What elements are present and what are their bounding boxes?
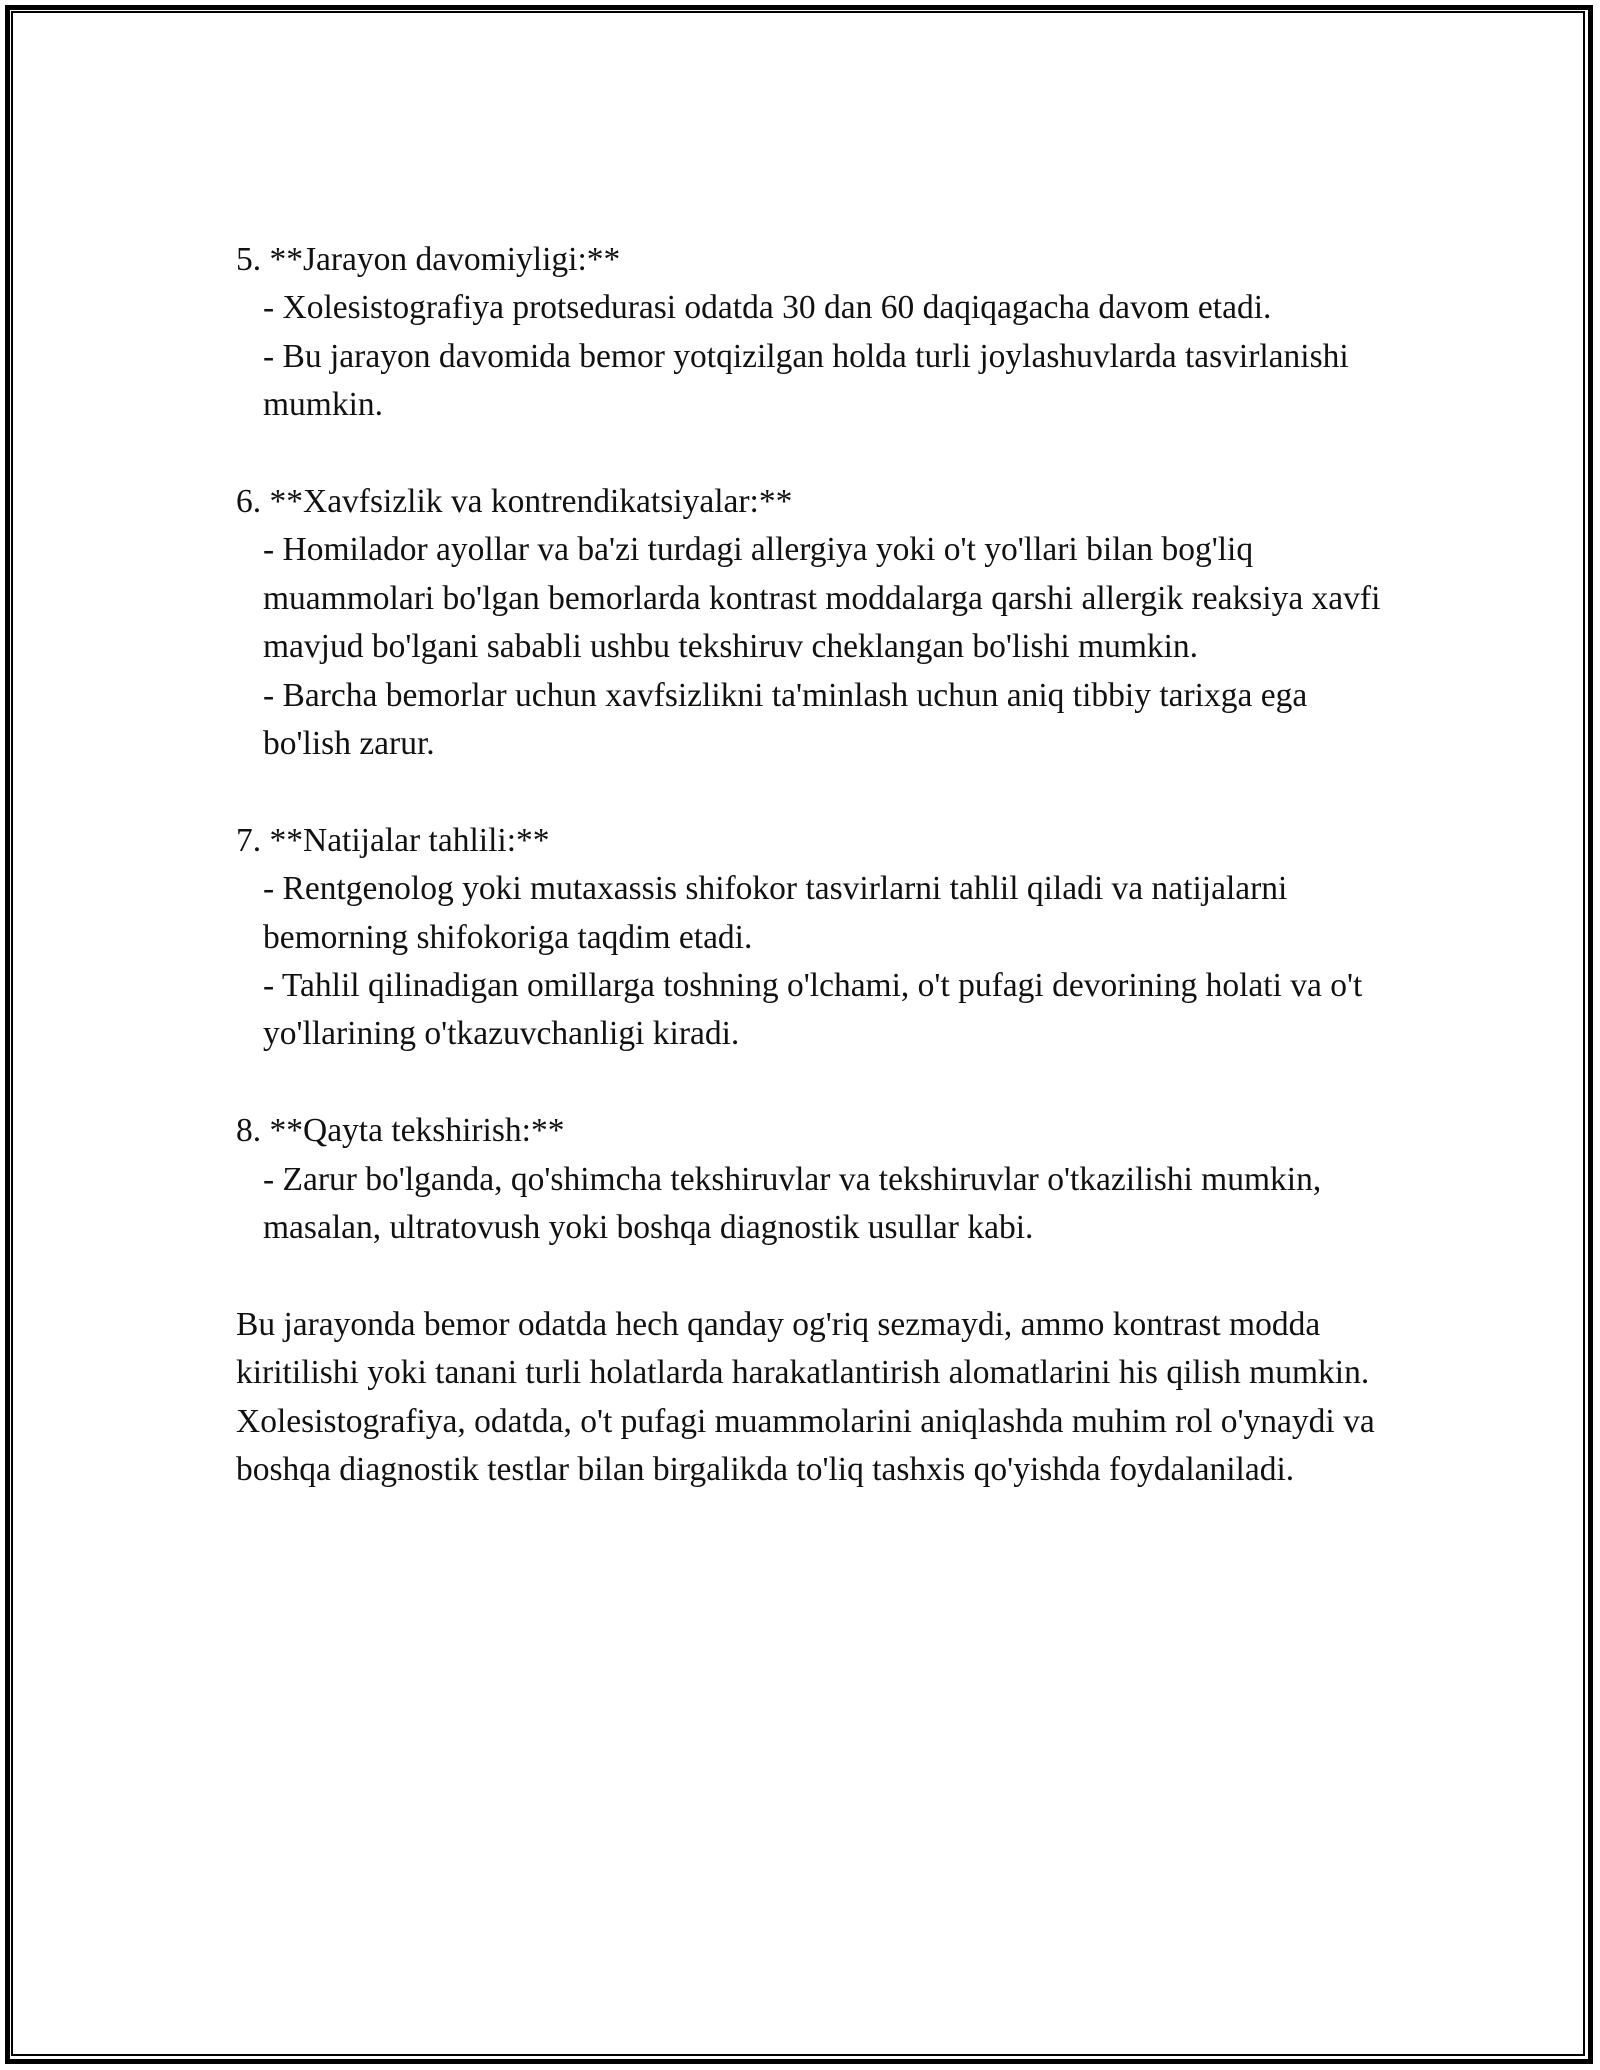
section-7 [236, 817, 1396, 1059]
list-item: - Zarur bo'lganda, qo'shimcha tekshiruvlar va tekshiruvlar o'tkazilishi mumkin, masalan, ultratovush yoki boshqa diagnostik usullar kabi. [263, 1160, 1330, 1247]
section-heading: 5. **Jarayon davomiyligi:** [236, 241, 621, 278]
closing-paragraph: Bu jarayonda bemor odatda hech qanday og'riq sezmaydi, ammo kontrast modda kiritilishi yoki tanani turli holatlarda harakatlantirish alomatlarini his qilish mumkin. Xolesistografiya, odatda, o't pufagi muammolarini aniqlashda muhim rol o'ynaydi va boshqa diagnostik testlar bilan birgalikda to'liq tashxis qo'yishda foydalaniladi. [236, 1305, 1384, 1489]
list-item: - Barcha bemorlar uchun xavfsizlikni ta'minlash uchun aniq tibbiy tarixga ega bo'lish zarur. [263, 676, 1316, 763]
section-heading: 6. **Xavfsizlik va kontrendikatsiyalar:** [236, 483, 793, 521]
section-heading: 8. **Qayta tekshirish:** [236, 1112, 565, 1150]
list-item: - Homilador ayollar va ba'zi turdagi allergiya yoki o't yo'llari bilan bog'liq muammolari bo'lgan bemorlarda kontrast moddalarga qarshi allergik reaksiya xavfi mavjud bo'lgani sababli ushbu tekshiruv cheklangan bo'lishi mumkin. [263, 531, 1389, 666]
section-heading: 7. **Natijalar tahlili:** [236, 821, 550, 859]
list-item: - Rentgenolog yoki mutaxassis shifokor tasvirlarni tahlil qiladi va natijalarni bemorning shifokoriga taqdim etadi. [263, 870, 1296, 956]
section-6 [236, 478, 1396, 768]
list-item: - Bu jarayon davomida bemor yotqizilgan holda turli joylashuvlarda tasvirlanishi mumkin. [263, 337, 1358, 424]
list-item: - Xolesistografiya protsedurasi odatda 30 dan 60 daqiqagacha davom etadi. [263, 289, 1272, 327]
list-item: - Tahlil qilinadigan omillarga toshning o'lchami, o't pufagi devorining holati va o't yo'llarining o'tkazuvchanligi kiradi. [263, 967, 1371, 1053]
closing-section [236, 1301, 1396, 1495]
section-5 [236, 236, 1396, 430]
section-8 [236, 1107, 1396, 1252]
document-body [236, 236, 1396, 1543]
